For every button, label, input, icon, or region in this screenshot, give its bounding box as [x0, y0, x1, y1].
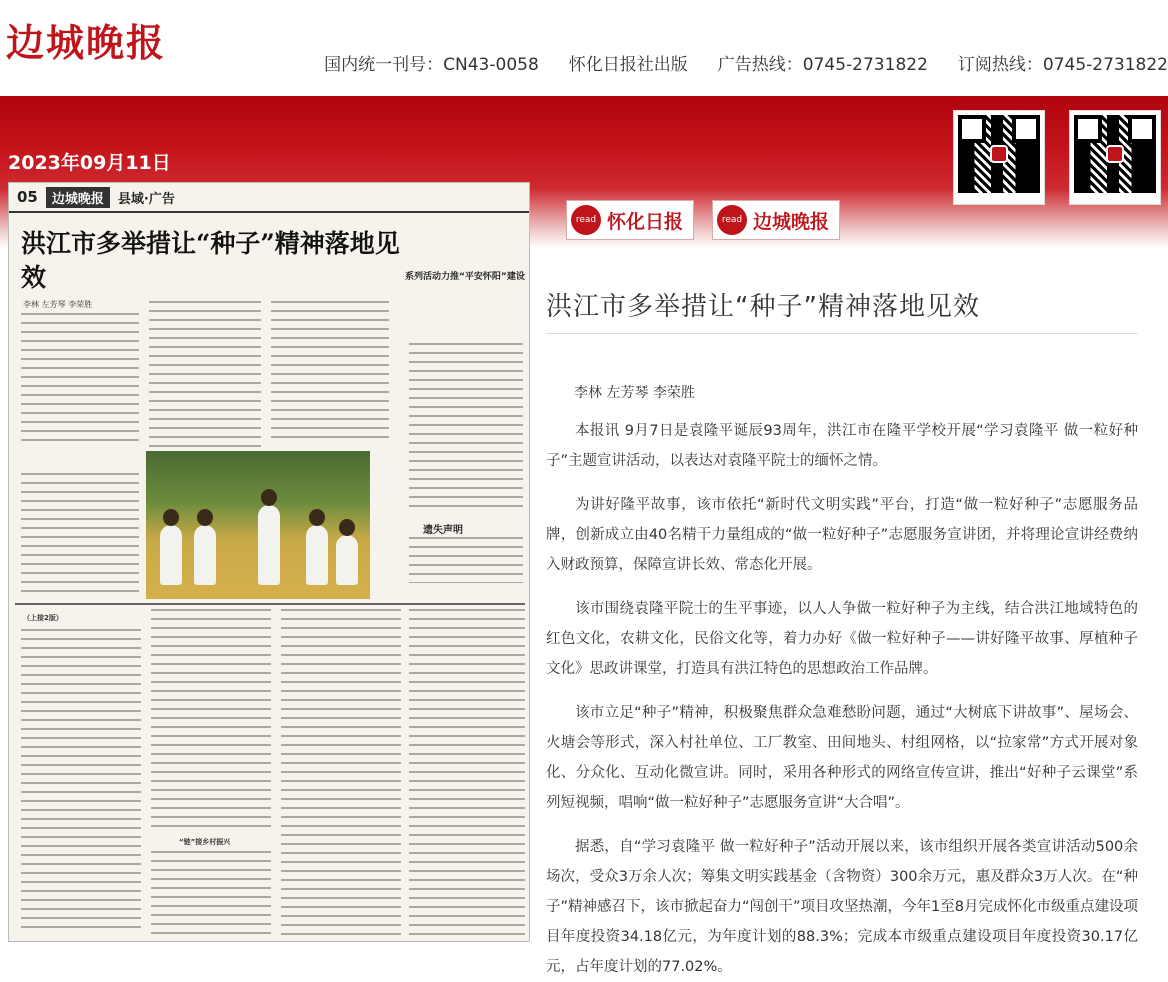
continued-note: （上接2版） — [23, 614, 63, 622]
news-photo — [146, 451, 370, 599]
tab-huaihua-daily[interactable] — [566, 200, 694, 240]
tab-label: 边城晚报 — [753, 210, 830, 233]
article-paragraph: 该市围绕袁隆平院士的生平事迹，以人人争做一粒好种子为主线，结合洪江地域特色的红色文化，农耕文化，民俗文化等，着力办好《做一粒好种子——讲好隆平故事、厚植种子文化》思政讲课堂，打造具有洪江特色的思想政治工作品牌。 — [546, 601, 1138, 677]
publication-info — [324, 50, 1168, 75]
qr-code-huaihua-daily — [953, 110, 1045, 205]
lost-notice-title: 遗失声明 — [423, 525, 463, 536]
text-block — [149, 301, 261, 447]
read-icon: read — [717, 205, 747, 235]
text-block — [21, 473, 139, 593]
article-paragraph: 本报讯 9月7日是袁隆平诞辰93周年，洪江市在隆平学校开展“学习袁隆平 做一粒好种子”主题宣讲活动，以表达对袁隆平院士的缅怀之情。 — [546, 423, 1138, 469]
text-block — [271, 301, 389, 441]
page-section: 县域·广告 — [117, 191, 175, 207]
paper-switcher — [566, 200, 840, 240]
qr-code-biancheng-evening — [1069, 110, 1161, 205]
text-block — [409, 343, 523, 511]
text-block — [21, 629, 141, 935]
page-header — [9, 183, 529, 213]
section-divider — [15, 603, 525, 605]
page-number: 05 — [17, 188, 38, 206]
text-block — [21, 313, 139, 441]
text-block — [409, 537, 523, 583]
page-masthead: 边城晚报 — [46, 187, 110, 208]
article-panel — [546, 250, 1138, 982]
title-divider — [546, 333, 1138, 334]
article-paragraph: 为讲好隆平故事，该市依托“新时代文明实践”平台，打造“做一粒好种子”志愿服务品牌，创新成立由40名精干力量组成的“做一粒好种子”志愿服务宣讲团，并将理论宣讲经费纳入财政预算，保障宣讲长效、常态化开展。 — [546, 497, 1138, 573]
text-block — [281, 609, 401, 935]
text-block — [151, 609, 271, 829]
article-paragraph: 该市立足“种子”精神，积极聚焦群众急难愁盼问题，通过“大树底下讲故事”、屋场会、火塘会等形式，深入村社单位、工厂教室、田间地头、村组网格，以“拉家常”方式开展对象化、分众化、互动化微宣讲。同时，采用各种形式的网络宣传宣讲，推出“好种子云课堂”系列短视频，唱响“做一粒好种子”志愿服务宣讲“大合唱”。 — [546, 705, 1138, 811]
page-byline: 李林 左芳琴 李荣胜 — [23, 300, 93, 309]
tab-label: 怀化日报 — [607, 210, 684, 233]
article-title: 洪江市多举措让“种子”精神落地见效 — [546, 292, 980, 322]
article-paragraph: 据悉，自“学习袁隆平 做一粒好种子”活动开展以来，该市组织开展各类宣讲活动500余场次，受众3万余人次；筹集文明实践基金（含物资）300余万元，惠及群众3万人次。在“种子”精神感召下，该市掀起奋力“闯创干”项目攻坚热潮，今年1至8月完成怀化市级重点建设项目年度投资34.18亿元，为年度计划的88.3%；完成本市级重点建设项目年度投资30.17亿元，占年度计划的77.02%。 — [546, 839, 1138, 975]
text-block — [151, 851, 271, 935]
qr-code-icon — [1074, 115, 1156, 193]
side-article-title: 系列活动力推“平安怀阳”建设 — [405, 272, 525, 282]
tab-biancheng-evening[interactable] — [712, 200, 840, 240]
article-author: 李林 左芳琴 李荣胜 — [574, 385, 695, 401]
text-block — [409, 609, 525, 935]
info-subscribe-hotline: 订阅热线：0745-2731822 — [957, 55, 1168, 75]
site-header — [0, 0, 1168, 96]
newspaper-page-image[interactable] — [8, 182, 530, 942]
issue-date[interactable]: 2023年09月11日 — [8, 152, 171, 174]
info-publisher: 怀化日报社出版 — [568, 55, 688, 75]
info-issn: 国内统一刊号：CN43-0058 — [324, 55, 539, 75]
side-article[interactable] — [405, 271, 527, 283]
read-icon: read — [571, 205, 601, 235]
info-ad-hotline: 广告热线：0745-2731822 — [717, 55, 928, 75]
page-headline[interactable]: 洪江市多举措让“种子”精神落地见效 — [21, 229, 400, 292]
subhead-link: “链”接乡村振兴 — [179, 838, 231, 846]
site-logo[interactable]: 边城晚报 — [6, 20, 167, 65]
qr-code-icon — [958, 115, 1040, 193]
